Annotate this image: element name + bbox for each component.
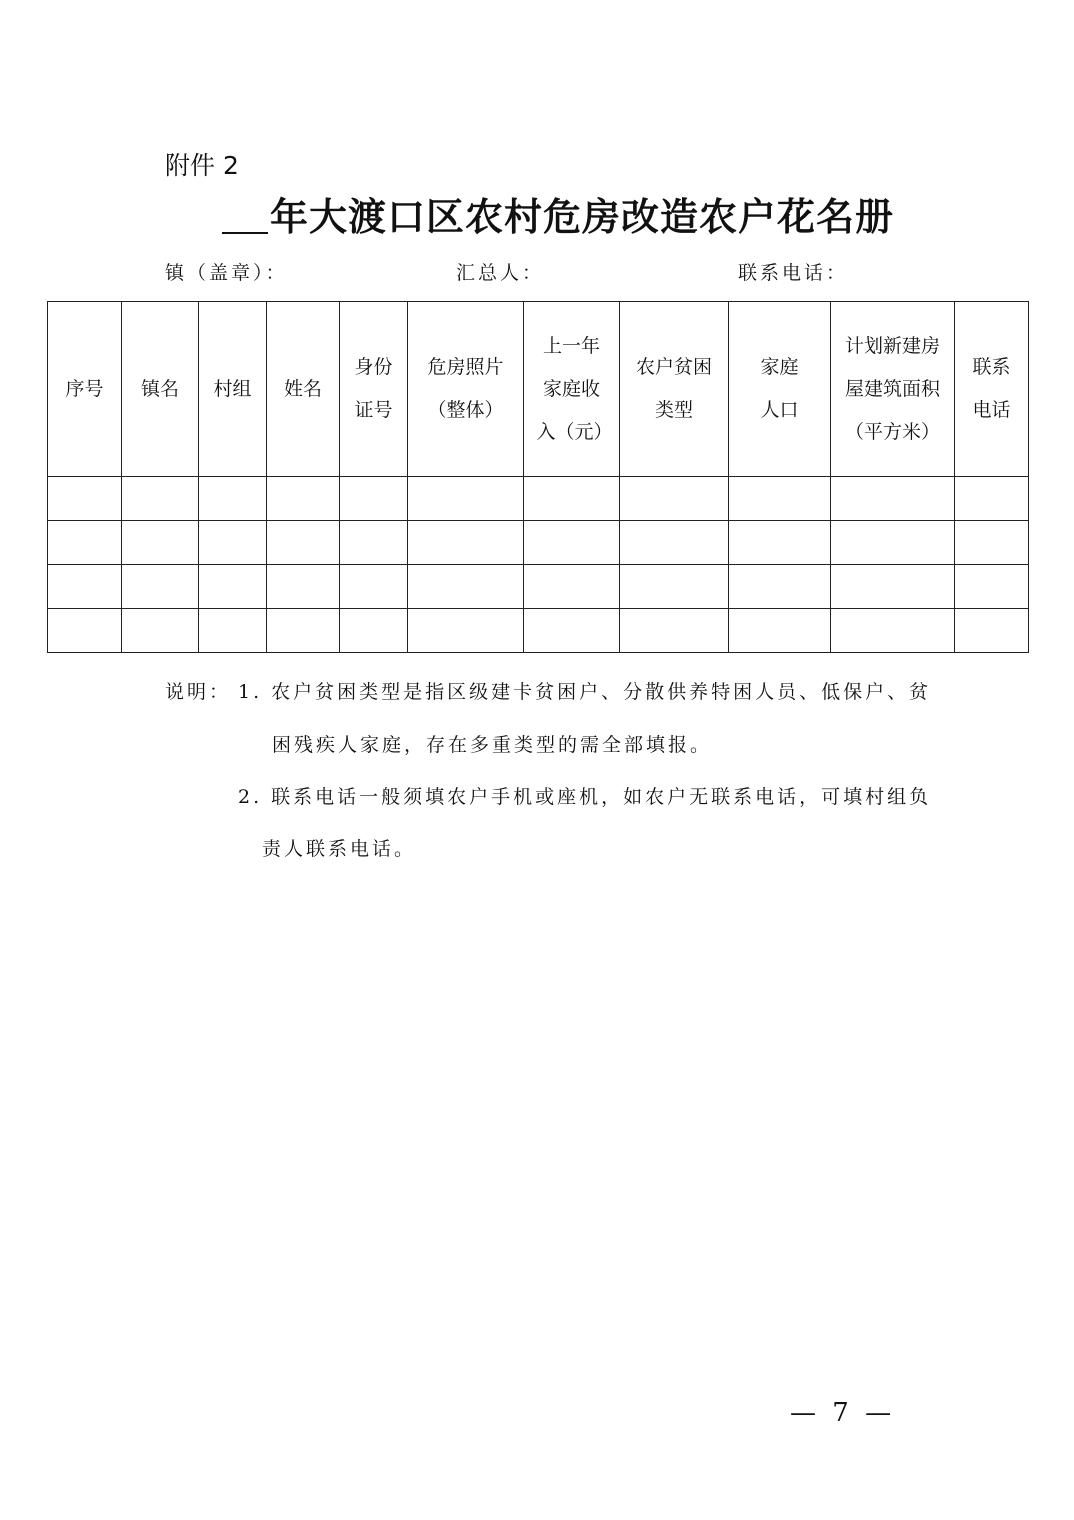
- table-cell[interactable]: [524, 521, 620, 565]
- notes-prefix: 说明：: [165, 681, 232, 703]
- table-cell[interactable]: [831, 477, 955, 521]
- note-1-line-1: 1. 农户贫困类型是指区级建卡贫困户、分散供养特困人员、低保户、贫: [238, 681, 932, 703]
- table-cell[interactable]: [267, 609, 340, 653]
- table-cell[interactable]: [408, 565, 524, 609]
- table-cell[interactable]: [267, 477, 340, 521]
- table-cell[interactable]: [729, 565, 831, 609]
- table-cell[interactable]: [199, 565, 267, 609]
- table-cell[interactable]: [620, 609, 729, 653]
- table-cell[interactable]: [408, 477, 524, 521]
- table-cell[interactable]: [729, 477, 831, 521]
- header-house-photo: 危房照片（整体）: [408, 302, 524, 477]
- summarizer-label: 汇总人：: [456, 262, 545, 284]
- table-cell[interactable]: [408, 521, 524, 565]
- table-cell[interactable]: [199, 521, 267, 565]
- table-cell[interactable]: [122, 521, 199, 565]
- header-poverty-type: 农户贫困类型: [620, 302, 729, 477]
- table-cell[interactable]: [831, 565, 955, 609]
- note-1-line-2: 困残疾人家庭，存在多重类型的需全部填报。: [272, 734, 713, 756]
- header-floor-area: 计划新建房屋建筑面积（平方米）: [831, 302, 955, 477]
- table-cell[interactable]: [620, 521, 729, 565]
- table-cell[interactable]: [524, 477, 620, 521]
- table-cell[interactable]: [729, 609, 831, 653]
- table-row: [48, 521, 1029, 565]
- table-cell[interactable]: [340, 477, 408, 521]
- table-cell[interactable]: [340, 521, 408, 565]
- table-cell[interactable]: [48, 521, 122, 565]
- table-cell[interactable]: [831, 521, 955, 565]
- header-household-size: 家庭人口: [729, 302, 831, 477]
- table-cell[interactable]: [955, 521, 1029, 565]
- header-income: 上一年家庭收入（元）: [524, 302, 620, 477]
- note-2-line-1: 2. 联系电话一般须填农户手机或座机，如农户无联系电话，可填村组负: [238, 786, 932, 808]
- header-village: 村组: [199, 302, 267, 477]
- phone-label: 联系电话：: [738, 262, 849, 284]
- table-cell[interactable]: [199, 609, 267, 653]
- header-phone: 联系电话: [955, 302, 1029, 477]
- header-name: 姓名: [267, 302, 340, 477]
- attachment-label: 附件 2: [165, 151, 239, 180]
- table-cell[interactable]: [48, 477, 122, 521]
- title-text: 年大渡口区农村危房改造农户花名册: [270, 195, 895, 239]
- header-id-number: 身份证号: [340, 302, 408, 477]
- table-cell[interactable]: [620, 565, 729, 609]
- table-cell[interactable]: [831, 609, 955, 653]
- table-cell[interactable]: [48, 565, 122, 609]
- table-cell[interactable]: [524, 609, 620, 653]
- header-index: 序号: [48, 302, 122, 477]
- document-title: [222, 186, 894, 241]
- table-cell[interactable]: [267, 521, 340, 565]
- note-2-line-2: 责人联系电话。: [262, 838, 417, 860]
- table-cell[interactable]: [199, 477, 267, 521]
- table-cell[interactable]: [267, 565, 340, 609]
- table-row: [48, 477, 1029, 521]
- table-cell[interactable]: [955, 477, 1029, 521]
- roster-table: [47, 301, 1029, 653]
- table-cell[interactable]: [955, 609, 1029, 653]
- table-cell[interactable]: [524, 565, 620, 609]
- table-cell[interactable]: [340, 609, 408, 653]
- table-cell[interactable]: [122, 565, 199, 609]
- header-town: 镇名: [122, 302, 199, 477]
- table-cell[interactable]: [408, 609, 524, 653]
- table-cell[interactable]: [620, 477, 729, 521]
- table-cell[interactable]: [122, 477, 199, 521]
- table-cell[interactable]: [955, 565, 1029, 609]
- table-cell[interactable]: [48, 609, 122, 653]
- table-cell[interactable]: [729, 521, 831, 565]
- page-number: — 7 —: [790, 1398, 896, 1428]
- header-row: [48, 302, 1029, 477]
- table-cell[interactable]: [122, 609, 199, 653]
- table-row: [48, 565, 1029, 609]
- town-seal-label: 镇（盖章）：: [165, 262, 288, 284]
- year-blank: [222, 196, 268, 234]
- table-row: [48, 609, 1029, 653]
- table-cell[interactable]: [340, 565, 408, 609]
